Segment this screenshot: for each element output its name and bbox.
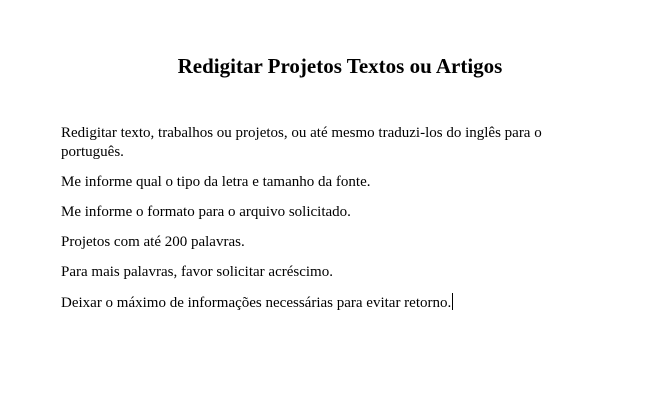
document-body[interactable]: [61, 124, 596, 324]
text-cursor: [452, 293, 453, 310]
paragraph-service: Redigitar texto, trabalhos ou projetos, ou até mesmo traduzi-los do inglês para o português.: [61, 125, 542, 160]
paragraph-information: [61, 293, 596, 313]
paragraph-font-info: Me informe qual o tipo da letra e tamanho da fonte.: [61, 174, 371, 190]
document-title: Redigitar Projetos Textos ou Artigos: [177, 54, 503, 78]
paragraph-word-limit: Projetos com até 200 palavras.: [61, 234, 245, 250]
paragraph-extra-words: Para mais palavras, favor solicitar acréscimo.: [61, 264, 333, 280]
paragraph-information-text: Deixar o máximo de informações necessárias para evitar retorno.: [61, 295, 452, 311]
paragraph-file-format: Me informe o formato para o arquivo solicitado.: [61, 204, 351, 220]
